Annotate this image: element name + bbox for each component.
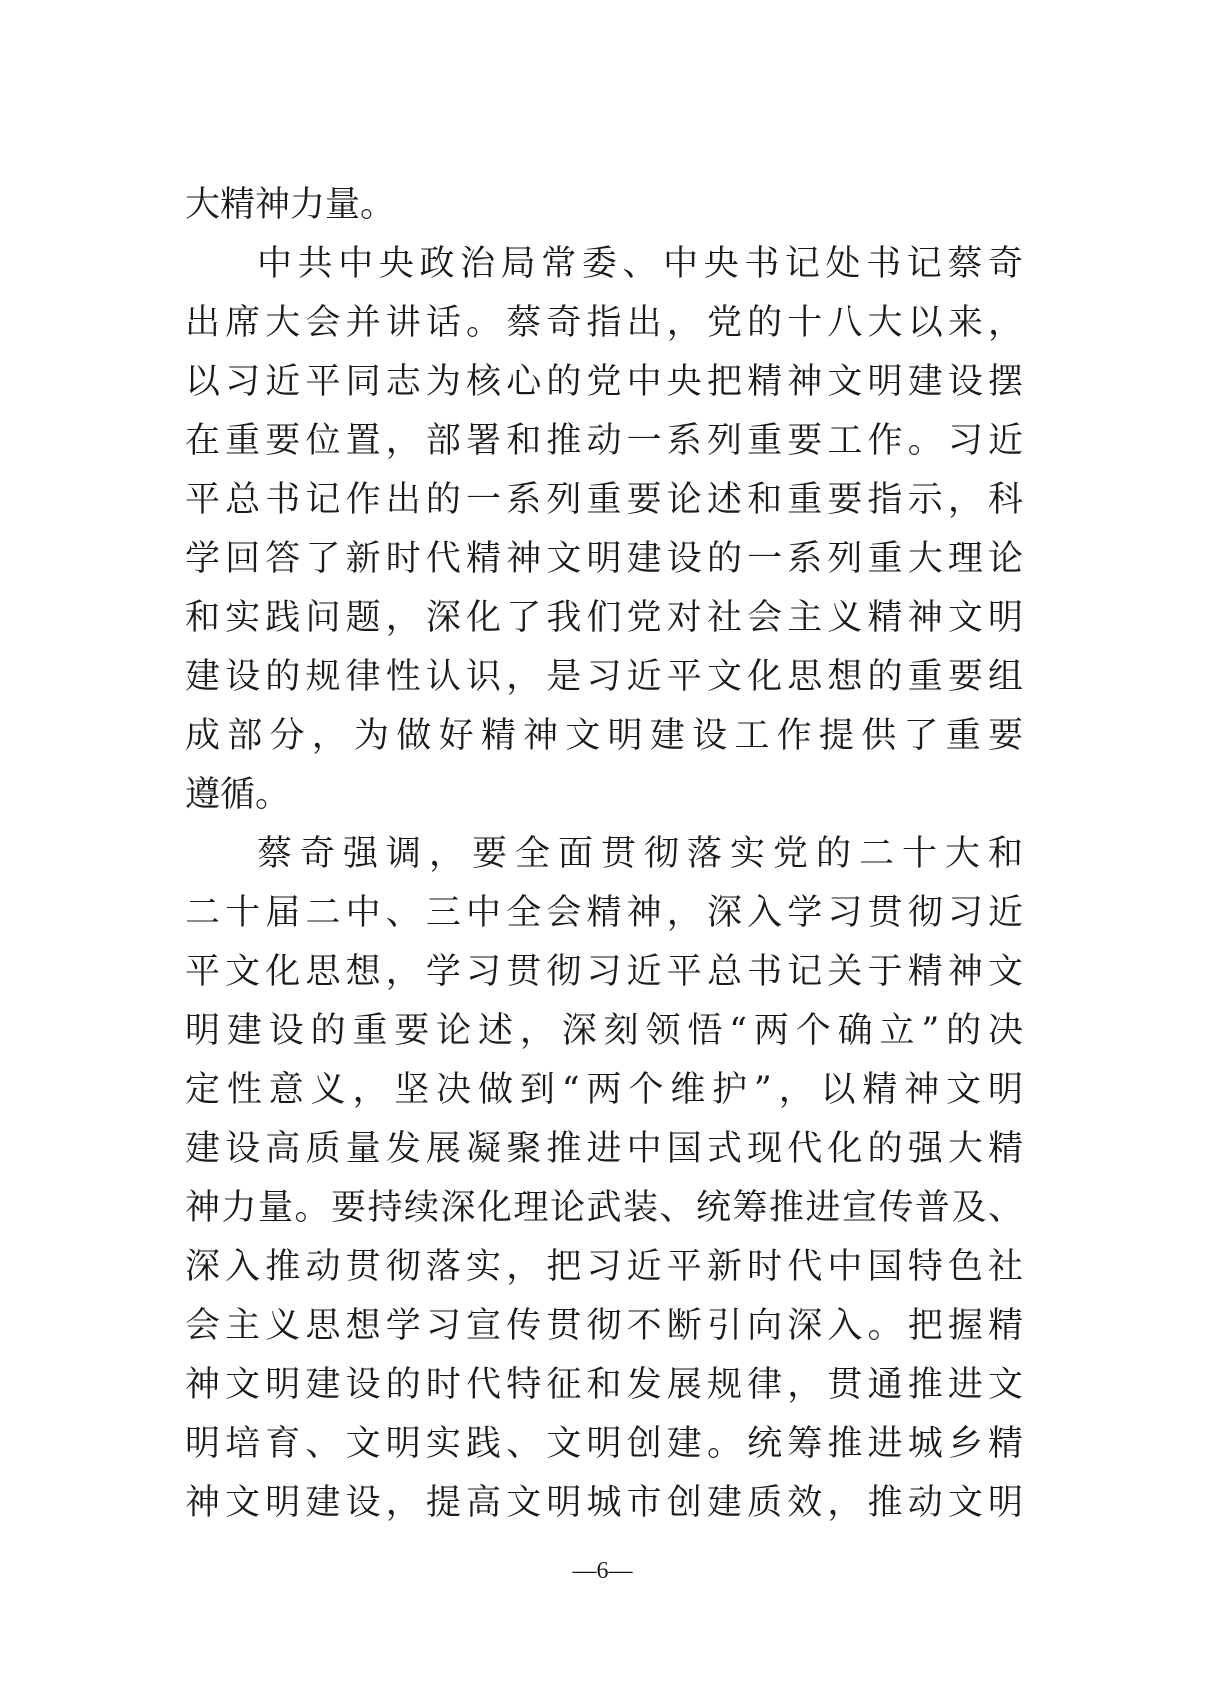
text-line: 在重要位置，部署和推动一系列重要工作。习近 — [185, 421, 1023, 461]
text-line: 平总书记作出的一系列重要论述和重要指示，科 — [185, 480, 1023, 520]
text-line: 和实践问题，深化了我们党对社会主义精神文明 — [185, 598, 1023, 638]
paragraph-first-line: 中共中央政治局常委、中央书记处书记蔡奇 — [257, 244, 1023, 284]
text-line: 学回答了新时代精神文明建设的一系列重大理论 — [185, 539, 1023, 579]
text-line: 建设的规律性认识，是习近平文化思想的重要组 — [185, 657, 1023, 697]
text-line: 神文明建设的时代特征和发展规律，贯通推进文 — [185, 1365, 1023, 1405]
text-line: 以习近平同志为核心的党中央把精神文明建设摆 — [185, 362, 1023, 402]
text-line: 神文明建设，提高文明城市创建质效，推动文明 — [185, 1483, 1023, 1523]
text-line: 会主义思想学习宣传贯彻不断引向深入。把握精 — [185, 1306, 1023, 1346]
text-line: 出席大会并讲话。蔡奇指出，党的十八大以来， — [185, 303, 1023, 343]
body-text — [185, 176, 1023, 1533]
text-line: 深入推动贯彻落实，把习近平新时代中国特色社 — [185, 1247, 1023, 1287]
page-number: —6— — [572, 1558, 633, 1584]
text-line: 平文化思想，学习贯彻习近平总书记关于精神文 — [185, 952, 1023, 992]
text-line: 大精神力量。 — [185, 185, 396, 225]
text-line: 建设高质量发展凝聚推进中国式现代化的强大精 — [185, 1129, 1023, 1169]
paragraph-first-line: 蔡奇强调，要全面贯彻落实党的二十大和 — [257, 834, 1023, 874]
text-line: 明建设的重要论述，深刻领悟“两个确立”的决 — [185, 1011, 1023, 1051]
text-line: 定性意义，坚决做到“两个维护”，以精神文明 — [185, 1070, 1023, 1110]
text-line: 二十届二中、三中全会精神，深入学习贯彻习近 — [185, 893, 1023, 933]
text-line: 神力量。要持续深化理论武装、统筹推进宣传普及、 — [185, 1188, 1023, 1228]
text-line: 遵循。 — [185, 775, 291, 815]
text-line: 明培育、文明实践、文明创建。统筹推进城乡精 — [185, 1424, 1023, 1464]
text-line: 成部分，为做好精神文明建设工作提供了重要 — [185, 716, 1023, 756]
